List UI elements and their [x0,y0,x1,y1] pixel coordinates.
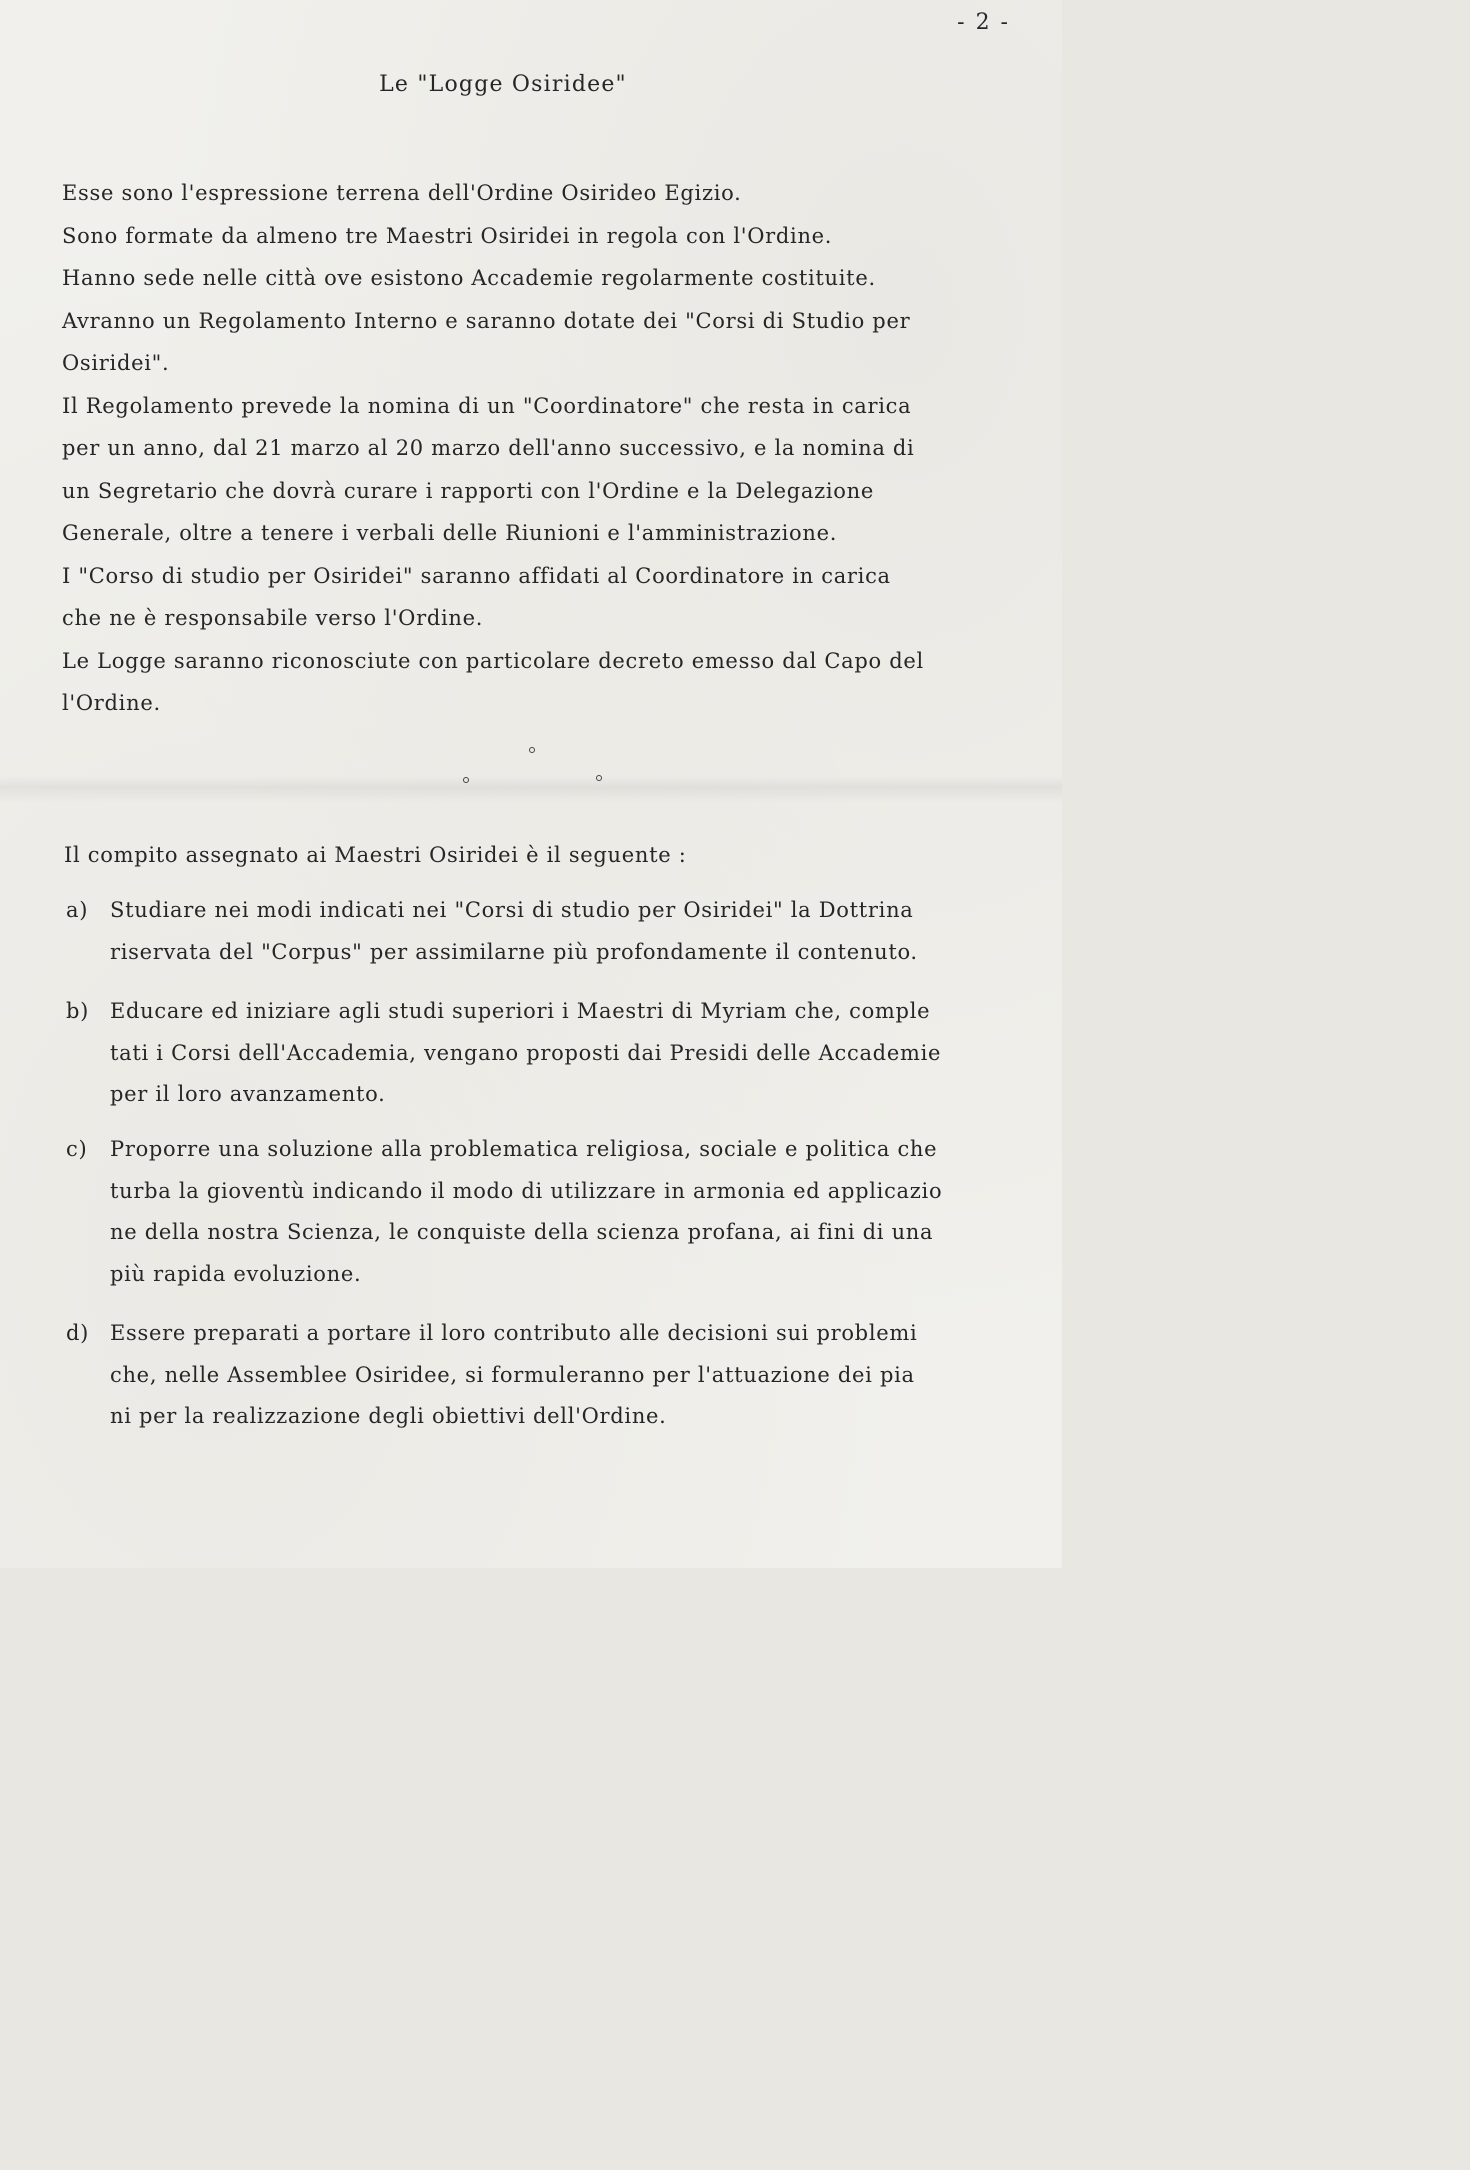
list-line: Studiare nei modi indicati nei "Corsi di studio per Osiridei" la Dottrina [110,898,914,922]
page-title: Le "Logge Osiridee" [379,72,627,97]
divider-dot [529,747,535,753]
list-item-c [66,1129,1026,1297]
paragraph-line: Sono formate da almeno tre Maestri Osiridei in regola con l'Ordine. [62,223,833,248]
list-marker: c) [66,1137,88,1161]
paragraph-line: l'Ordine. [62,691,161,715]
list-line: Educare ed iniziare agli studi superiori i Maestri di Myriam che, comple [110,999,931,1023]
list-line: Proporre una soluzione alla problematica religiosa, sociale e politica che [110,1137,938,1161]
list-line: ni per la realizzazione degli obiettivi dell'Ordine. [110,1404,667,1428]
list-line: tati i Corsi dell'Accademia, vengano proposti dai Presidi delle Accademie [110,1040,942,1065]
section-divider-ornament [460,744,610,788]
divider-dot [463,777,469,783]
list-item-d [66,1313,1026,1439]
list-line: turba la gioventù indicando il modo di utilizzare in armonia ed applicazio [110,1178,943,1203]
paragraph-line: Hanno sede nelle città ove esistono Accademie regolarmente costituite. [62,266,876,290]
paragraph-line: I "Corso di studio per Osiridei" saranno affidati al Coordinatore in carica [62,563,891,588]
task-intro: Il compito assegnato ai Maestri Osiridei è il seguente : [64,843,687,867]
list-line: che, nelle Assemblee Osiridee, si formuleranno per l'attuazione dei pia [110,1362,915,1387]
list-line: ne della nostra Scienza, le conquiste della scienza profana, ai fini di una [110,1220,934,1244]
list-line: per il loro avanzamento. [110,1082,386,1106]
list-marker: d) [66,1321,90,1345]
page-number: - 2 - [957,10,1010,35]
paragraph-line: Osiridei". [62,351,170,375]
paragraph-line: Avranno un Regolamento Interno e saranno dotate dei "Corsi di Studio per [62,308,911,333]
list-marker: b) [66,999,90,1023]
list-item-text [110,1129,1025,1295]
list-line: più rapida evoluzione. [110,1261,362,1286]
list-item-b [66,991,1026,1117]
list-item-text [110,991,1025,1116]
paragraph-line: che ne è responsabile verso l'Ordine. [62,606,484,630]
paragraph-line: Generale, oltre a tenere i verbali delle Riunioni e l'amministrazione. [62,521,838,545]
list-item-text [110,890,1025,973]
list-line: Essere preparati a portare il loro contributo alle decisioni sui problemi [110,1321,918,1345]
list-marker: a) [66,898,89,922]
paragraph-line: Le Logge saranno riconosciute con particolare decreto emesso dal Capo del [62,648,924,673]
list-line: riservata del "Corpus" per assimilarne più profondamente il contenuto. [110,939,918,964]
divider-dot [596,775,602,781]
paragraph-line: Il Regolamento prevede la nomina di un "Coordinatore" che resta in carica [62,393,912,418]
main-paragraph [62,172,1012,725]
paragraph-line: un Segretario che dovrà curare i rapporti con l'Ordine e la Delegazione [62,478,874,503]
paragraph-line: per un anno, dal 21 marzo al 20 marzo dell'anno successivo, e la nomina di [62,436,915,460]
list-item-a [66,890,1026,974]
paragraph-line: Esse sono l'espressione terrena dell'Ordine Osirideo Egizio. [62,181,742,205]
list-item-text [110,1313,1025,1438]
